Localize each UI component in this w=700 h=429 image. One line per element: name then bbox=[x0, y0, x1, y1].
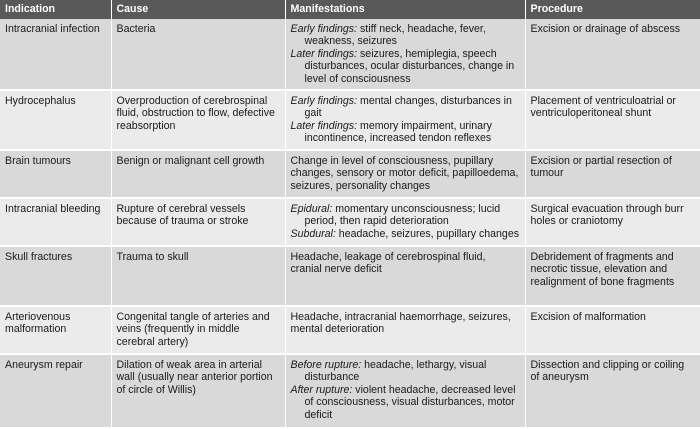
finding-label: Epidural: bbox=[290, 203, 333, 216]
procedure-cell: Debridement of fragments and necrotic tissue, elevation and realignment of bone fragments bbox=[525, 246, 700, 306]
header-indication: Indication bbox=[0, 0, 111, 19]
table-row bbox=[0, 306, 700, 354]
finding-text: momentary unconsciousness; lucid period, then rapid deterioration bbox=[304, 203, 501, 228]
table-row bbox=[0, 90, 700, 150]
finding-label: Early findings: bbox=[290, 95, 358, 108]
finding-label: Later findings: bbox=[290, 47, 358, 60]
indication-cell: Arteriovenous malformation bbox=[0, 306, 111, 354]
finding-text: memory impairment, urinary incontinence, increased tendon reflexes bbox=[304, 119, 492, 145]
indication-cell: Hydrocephalus bbox=[0, 90, 111, 150]
cause-cell: Congenital tangle of arteries and veins (frequently in middle cerebral artery) bbox=[111, 306, 285, 354]
procedure-cell: Dissection and clipping or coiling of aneurysm bbox=[525, 354, 700, 428]
manifestations-cell: Headache, leakage of cerebrospinal fluid, cranial nerve deficit bbox=[285, 246, 525, 306]
indication-cell: Skull fractures bbox=[0, 246, 111, 306]
finding-text: stiff neck, headache, fever, weakness, seizures bbox=[304, 23, 486, 48]
manifestation-entry bbox=[291, 384, 520, 421]
finding-label: Before rupture: bbox=[290, 359, 362, 372]
cause-cell: Trauma to skull bbox=[111, 246, 285, 306]
manifestations-cell bbox=[285, 90, 525, 150]
manifestation-entry bbox=[291, 228, 520, 240]
finding-text: violent headache, decreased level of consciousness, visual disturbances, motor deficit bbox=[304, 383, 516, 421]
manifestation-entry bbox=[291, 120, 520, 145]
manifestation-entry bbox=[291, 48, 520, 85]
procedure-cell: Excision or partial resection of tumour bbox=[525, 150, 700, 198]
manifestations-cell bbox=[285, 198, 525, 246]
manifestation-entry bbox=[291, 203, 520, 228]
procedure-cell: Excision of malformation bbox=[525, 306, 700, 354]
finding-label: Early findings: bbox=[290, 23, 358, 35]
manifestation-entry bbox=[291, 23, 520, 48]
finding-label: After rupture: bbox=[290, 383, 353, 396]
procedure-cell: Excision or drainage of abscess bbox=[525, 19, 700, 90]
finding-label: Subdural: bbox=[290, 227, 336, 240]
finding-label: Later findings: bbox=[290, 119, 358, 132]
manifestations-cell bbox=[285, 354, 525, 428]
cause-cell: Dilation of weak area in arterial wall (usually near anterior portion of circle of Willis) bbox=[111, 354, 285, 428]
cause-cell: Rupture of cerebral vessels because of trauma or stroke bbox=[111, 198, 285, 246]
cause-cell: Benign or malignant cell growth bbox=[111, 150, 285, 198]
table-row bbox=[0, 198, 700, 246]
finding-text: seizures, hemiplegia, speech disturbances, ocular disturbances, change in level of consciousness bbox=[304, 47, 515, 85]
table-row bbox=[0, 150, 700, 198]
header-cause: Cause bbox=[111, 0, 285, 19]
header-row bbox=[0, 0, 700, 19]
indication-cell: Aneurysm repair bbox=[0, 354, 111, 428]
indication-cell: Intracranial bleeding bbox=[0, 198, 111, 246]
cause-cell: Bacteria bbox=[111, 19, 285, 90]
procedure-cell: Surgical evacuation through burr holes or craniotomy bbox=[525, 198, 700, 246]
finding-text: mental changes, disturbances in gait bbox=[304, 95, 512, 120]
table-row bbox=[0, 354, 700, 428]
manifestations-cell: Change in level of consciousness, pupillary changes, sensory or motor deficit, papilloedema, seizures, personality changes bbox=[285, 150, 525, 198]
cause-cell: Overproduction of cerebrospinal fluid, obstruction to flow, defective reabsorption bbox=[111, 90, 285, 150]
table-row bbox=[0, 19, 700, 90]
manifestation-entry bbox=[291, 359, 520, 384]
manifestations-cell: Headache, intracranial haemorrhage, seizures, mental deterioration bbox=[285, 306, 525, 354]
table-row bbox=[0, 246, 700, 306]
indication-cell: Intracranial infection bbox=[0, 19, 111, 90]
finding-text: headache, lethargy, visual disturbance bbox=[304, 359, 487, 384]
finding-text: headache, seizures, pupillary changes bbox=[335, 227, 520, 240]
manifestations-cell bbox=[285, 19, 525, 90]
indication-cell: Brain tumours bbox=[0, 150, 111, 198]
header-procedure: Procedure bbox=[525, 0, 700, 19]
header-manifestations: Manifestations bbox=[285, 0, 525, 19]
procedure-cell: Placement of ventriculoatrial or ventriculoperitoneal shunt bbox=[525, 90, 700, 150]
manifestation-entry bbox=[291, 95, 520, 120]
